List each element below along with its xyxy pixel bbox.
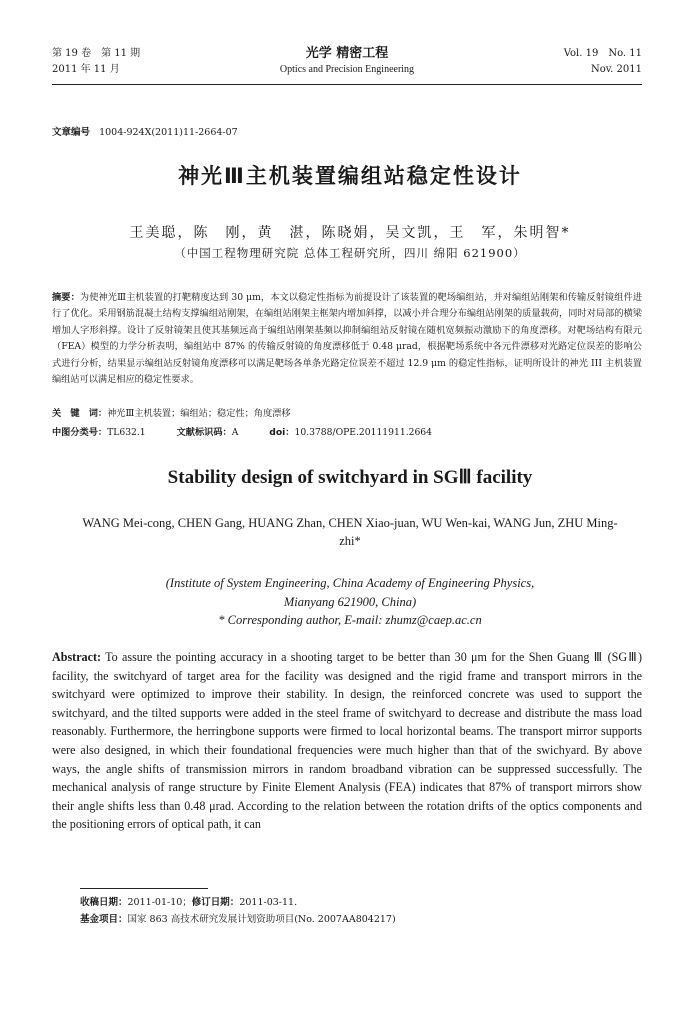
abstract-en-label: Abstract: xyxy=(52,650,102,664)
abstract-en xyxy=(52,648,642,834)
abstract-cn xyxy=(52,290,642,388)
header-date-en: Nov. 2011 xyxy=(590,64,642,75)
header-volume-en: Vol. 19 No. 11 xyxy=(563,48,642,59)
fund-label: 基金项目： xyxy=(80,914,128,925)
affiliation-en-line1: (Institute of System Engineering, China Academy of Engineering Physics, xyxy=(165,576,535,590)
footnote-dates xyxy=(80,896,642,910)
journal-name-en: Optics and Precision Engineering xyxy=(279,64,415,75)
affiliation-en-line2: Mianyang 621900, China) xyxy=(283,594,417,609)
article-number-value: 1004-924X(2011)11-2664-07 xyxy=(99,127,238,138)
running-header xyxy=(52,46,642,80)
header-date-cn: 2011 年 11 月 xyxy=(52,64,120,75)
keywords-label: 关 键 词： xyxy=(52,408,108,419)
title-en: Stability design of switchyard in SGⅢ facility xyxy=(167,467,533,488)
header-center xyxy=(52,46,642,78)
header-rule xyxy=(52,84,642,85)
abstract-en-text: To assure the pointing accuracy in a shooting target to be better than 30 μm for the Shen Guang Ⅲ (SGⅢ) facility, the switchyard of target area for the facility was designed and the rigid frame and transport mirrors in the switchyard were optimized to improve their stability. In design, the reinforced concrete was used to support the switchyard, and the tilted supports were added in the steel frame of switchyard to decrease and distribute the mass load reasonably. Furthermore, the herringbone supports were firmed to local horizontal beams. The transport mirror supports were also designed, in which their foundational frequencies were much higher than that of the swichyard. By above ways, the angle shifts of transmission mirrors in random broadband vibration can be suppressed successfully. The mechanical analysis of range structure by Finite Element Analysis (FEA) indicates that 87% of transport mirrors show their angle shifts less than 0.48 μrad. According to the relation between the rotation drifts of the optics components and the positioning errors of optical path, it can xyxy=(52,650,642,832)
doi-value: 10.3788/OPE.20111911.2664 xyxy=(294,427,432,438)
affiliation-cn: （中国工程物理研究院 总体工程研究所，四川 绵阳 621900） xyxy=(174,246,526,260)
affiliation-en xyxy=(60,574,640,630)
keywords-text: 神光Ⅲ主机装置；编组站；稳定性；角度漂移 xyxy=(107,408,291,419)
abstract-cn-text: 为使神光Ⅲ主机装置的打靶精度达到 30 μm，本文以稳定性指标为前提设计了该装置的靶场编组站，并对编组站刚架和传输反射镜组件进行了优化。采用钢筋混凝土结构支撑编组站刚架，在编组站刚架主框架内增加斜撑，以减小并合理分布编组站刚架的质量载荷，同时对局部的横梁增加人字形斜撑。设计了反射镜架且使其基频远高于编组站刚架基频以抑制编组站反射镜在随机宽频振动激励下的角度漂移。对靶场结构有限元（FEA）模型的力学分析表明，编组站中 87% 的传输反射镜的角度漂移低于 0.48 μrad，根据靶场系统中各元件漂移对光路定位误差的影响公式进行分析，结果显示编组站反射镜角度漂移可以满足靶场各单条光路定位误差不超过 12.9 μm 的稳定性指标，证明所设计的神光 III 主机装置编组站可以满足相应的稳定性要求。 xyxy=(52,292,643,386)
received-label: 收稿日期： xyxy=(80,897,128,908)
classification-line xyxy=(52,426,642,440)
title-cn: 神光Ⅲ主机装置编组站稳定性设计 xyxy=(178,164,522,188)
revised-date: 2011-03-11. xyxy=(239,897,298,908)
authors-cn: 王美聪，陈 刚，黄 湛，陈晓娟，吴文凯，王 军，朱明智* xyxy=(129,225,571,241)
footnote-funding xyxy=(80,913,642,927)
footnote-rule xyxy=(80,888,208,889)
received-date: 2011-01-10； xyxy=(127,897,192,908)
doi-label: doi： xyxy=(269,427,295,438)
header-right xyxy=(564,46,642,78)
clc-label: 中图分类号： xyxy=(52,427,108,438)
article-number xyxy=(52,124,238,138)
abstract-cn-label: 摘要： xyxy=(52,292,80,303)
fund-text: 国家 863 高技术研究发展计划资助项目(No. 2007AA804217) xyxy=(127,914,396,925)
article-number-label: 文章编号 xyxy=(52,127,91,138)
keywords-cn xyxy=(52,406,642,422)
clc-value: TL632.1 xyxy=(107,427,146,438)
header-volume-cn: 第 19 卷 第 11 期 xyxy=(52,48,141,59)
journal-name-cn: 光学 精密工程 xyxy=(305,46,389,61)
corresponding-author: * Corresponding author, E-mail: zhumz@caep.ac.cn xyxy=(218,613,482,627)
authors-en: WANG Mei-cong, CHEN Gang, HUANG Zhan, CHEN Xiao-juan, WU Wen-kai, WANG Jun, ZHU Ming-zhi* xyxy=(82,516,618,548)
doc-code-label: 文献标识码： xyxy=(176,427,232,438)
doc-code-value: A xyxy=(231,427,239,438)
revised-label: 修订日期： xyxy=(191,897,240,908)
